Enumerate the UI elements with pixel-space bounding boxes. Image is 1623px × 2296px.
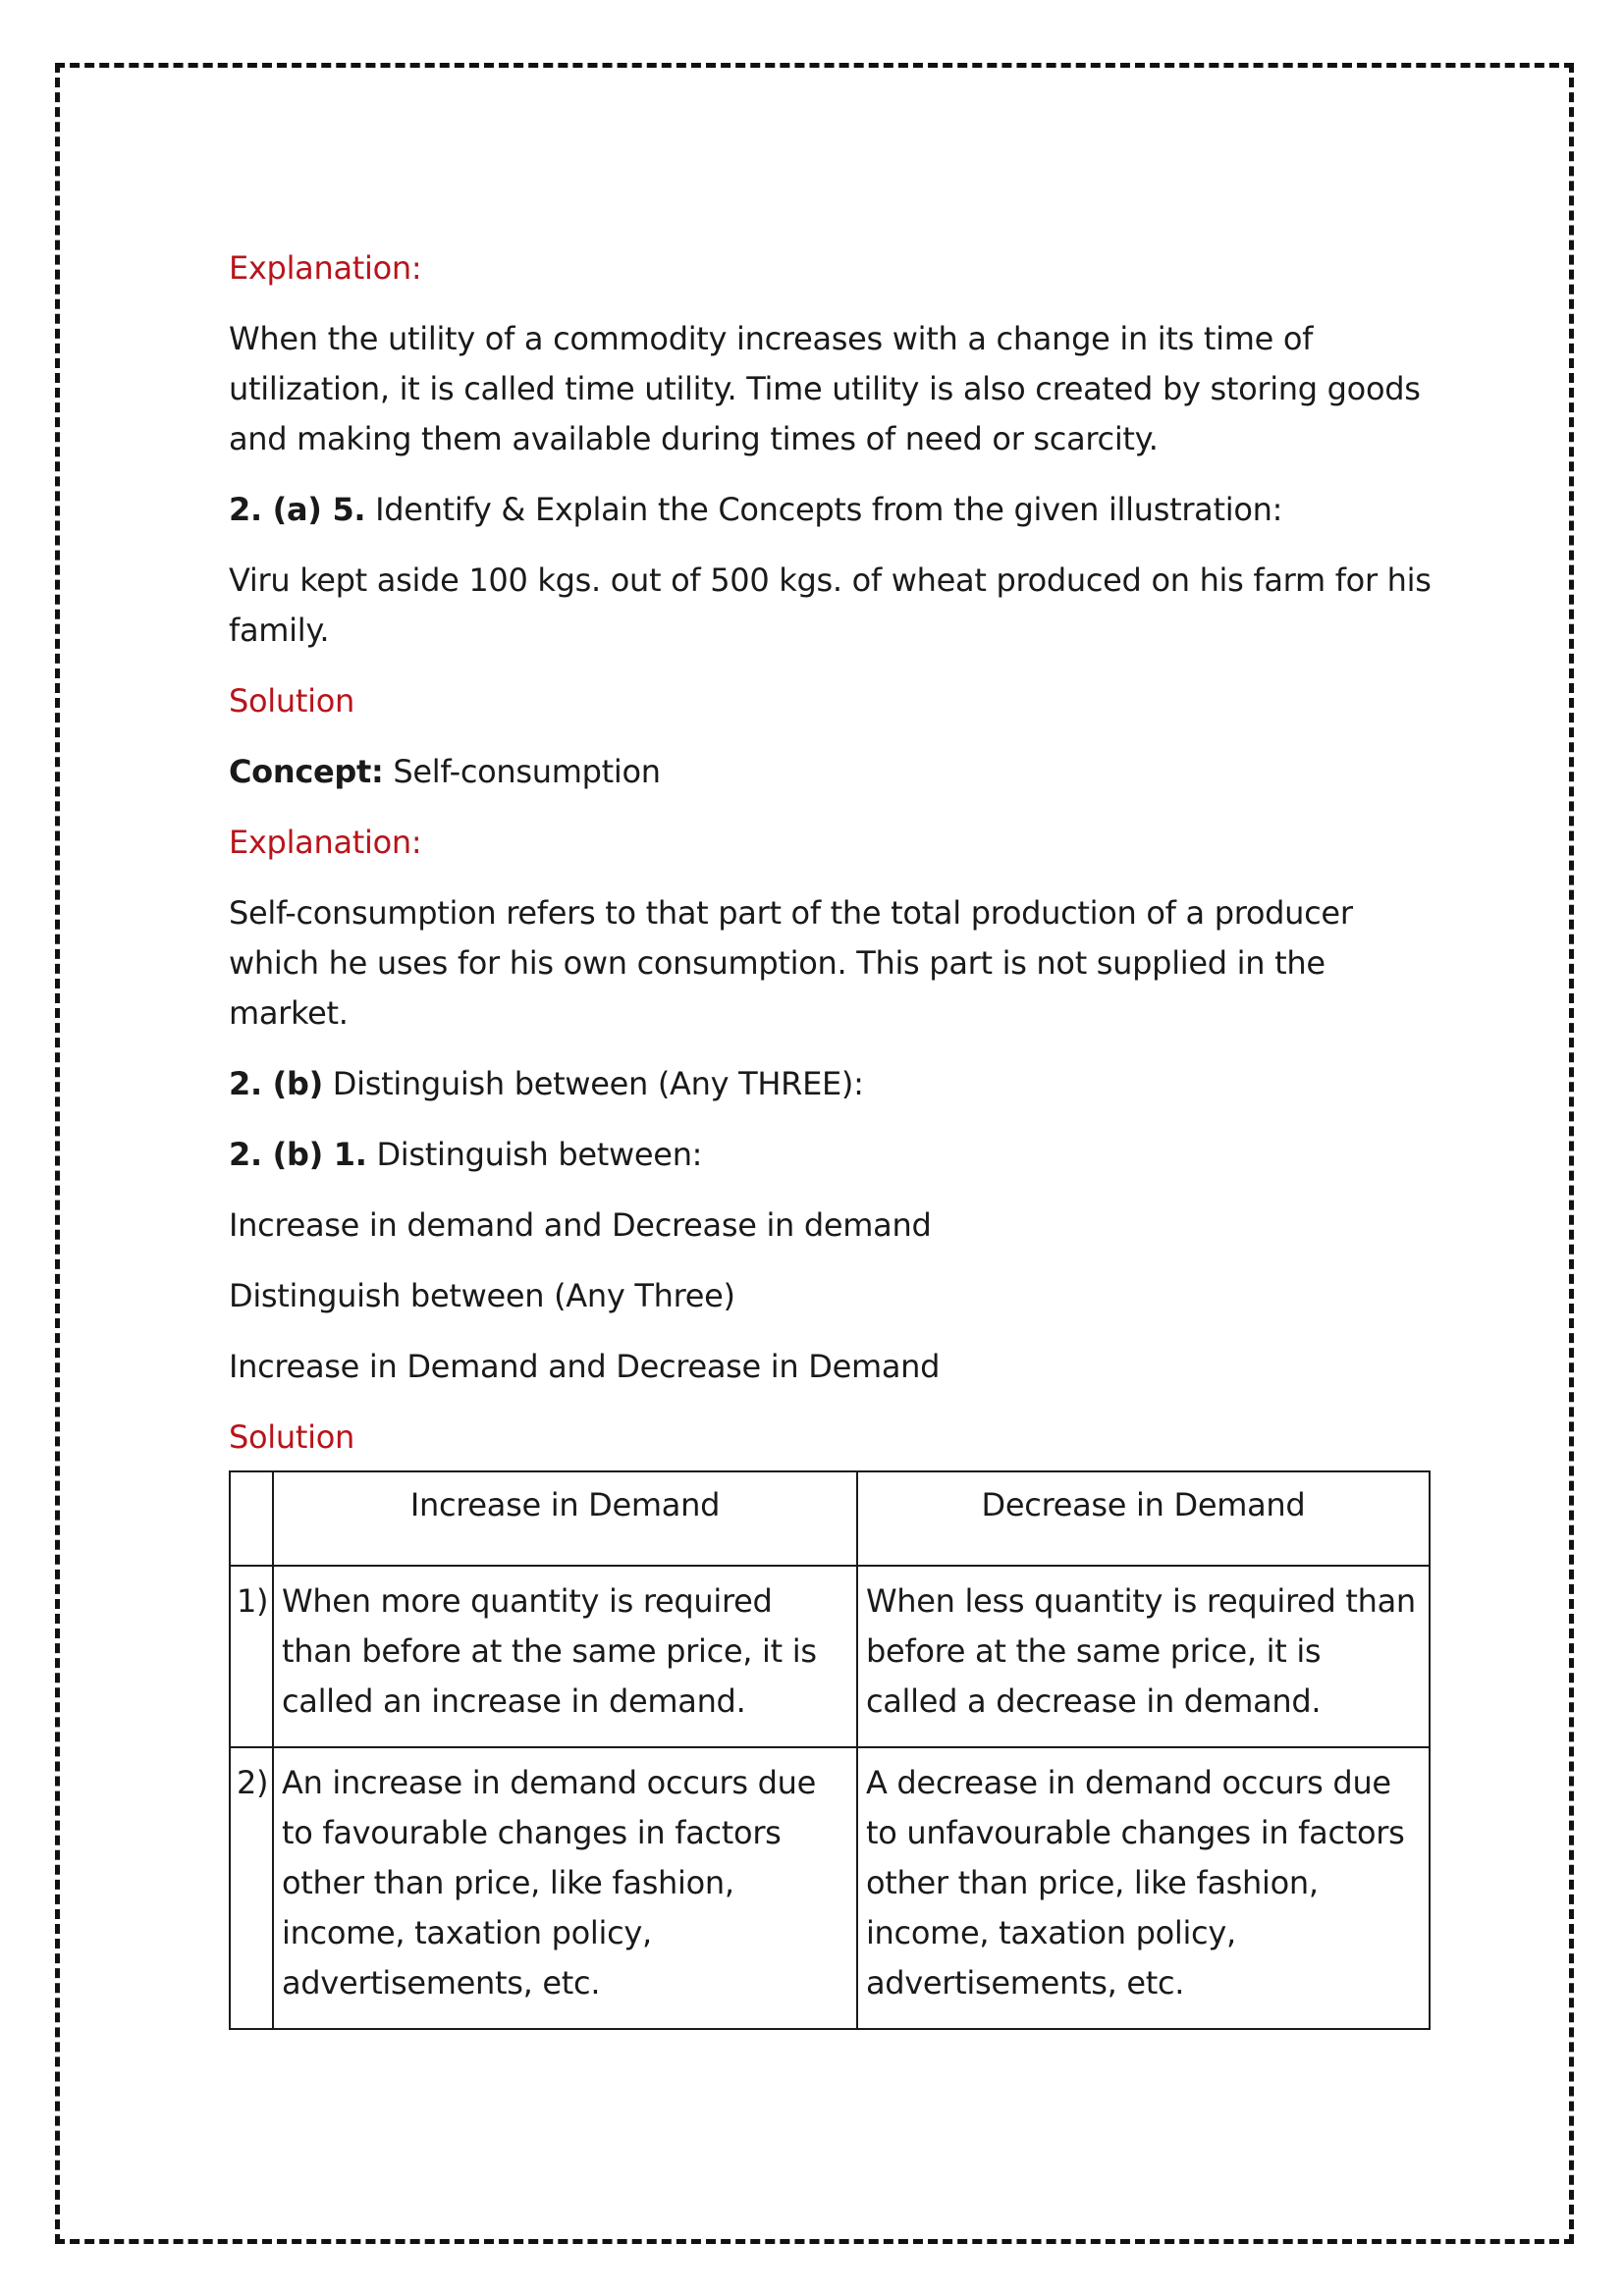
- solution-heading: Solution: [229, 682, 354, 720]
- question-2b: [229, 1059, 1436, 1109]
- explanation-text: When the utility of a commodity increases with a change in its time of utilization, it is called time utility. Time utility is also created by storing goods and making them available during times of need or scarcity.: [229, 320, 1421, 457]
- row-number: 2): [230, 1747, 273, 2029]
- concept-label: Concept:: [229, 753, 384, 790]
- question-2b1: [229, 1130, 1436, 1180]
- question-number: 2. (b): [229, 1065, 323, 1102]
- concept-line: [229, 747, 1436, 797]
- question-line: Increase in demand and Decrease in demand: [229, 1206, 932, 1244]
- row-decrease-cell: A decrease in demand occurs due to unfavourable changes in factors other than price, like fashion, income, taxation policy, advertisements, etc.: [857, 1747, 1430, 2029]
- explanation-text: Self-consumption refers to that part of the total production of a producer which he uses for his own consumption. This part is not supplied in the market.: [229, 894, 1353, 1032]
- table-row: [230, 1566, 1430, 1747]
- table-header-increase: Increase in Demand: [273, 1471, 857, 1566]
- question-number: 2. (b) 1.: [229, 1136, 367, 1173]
- table-header-empty: [230, 1471, 273, 1566]
- question-line: Increase in Demand and Decrease in Demand: [229, 1348, 941, 1385]
- table-row: [230, 1747, 1430, 2029]
- row-increase-cell: When more quantity is required than before at the same price, it is called an increase in demand.: [273, 1566, 857, 1747]
- question-number: 2. (a) 5.: [229, 491, 366, 528]
- illustration-text: Viru kept aside 100 kgs. out of 500 kgs. of wheat produced on his farm for his family.: [229, 561, 1432, 649]
- table-header-decrease: Decrease in Demand: [857, 1471, 1430, 1566]
- explanation-heading: Explanation:: [229, 824, 422, 861]
- document-content: [229, 243, 1436, 2030]
- question-2a5: [229, 485, 1436, 535]
- distinction-table: [229, 1470, 1431, 2030]
- question-line: Distinguish between (Any Three): [229, 1277, 735, 1314]
- concept-value: Self-consumption: [383, 753, 661, 790]
- solution-heading: Solution: [229, 1418, 354, 1456]
- question-text: Distinguish between:: [366, 1136, 703, 1173]
- row-decrease-cell: When less quantity is required than before at the same price, it is called a decrease in demand.: [857, 1566, 1430, 1747]
- question-text: Identify & Explain the Concepts from the given illustration:: [365, 491, 1283, 528]
- table-header-row: [230, 1471, 1430, 1566]
- question-text: Distinguish between (Any THREE):: [322, 1065, 864, 1102]
- row-increase-cell: An increase in demand occurs due to favourable changes in factors other than price, like fashion, income, taxation policy, advertisements, etc.: [273, 1747, 857, 2029]
- explanation-heading: Explanation:: [229, 249, 422, 287]
- row-number: 1): [230, 1566, 273, 1747]
